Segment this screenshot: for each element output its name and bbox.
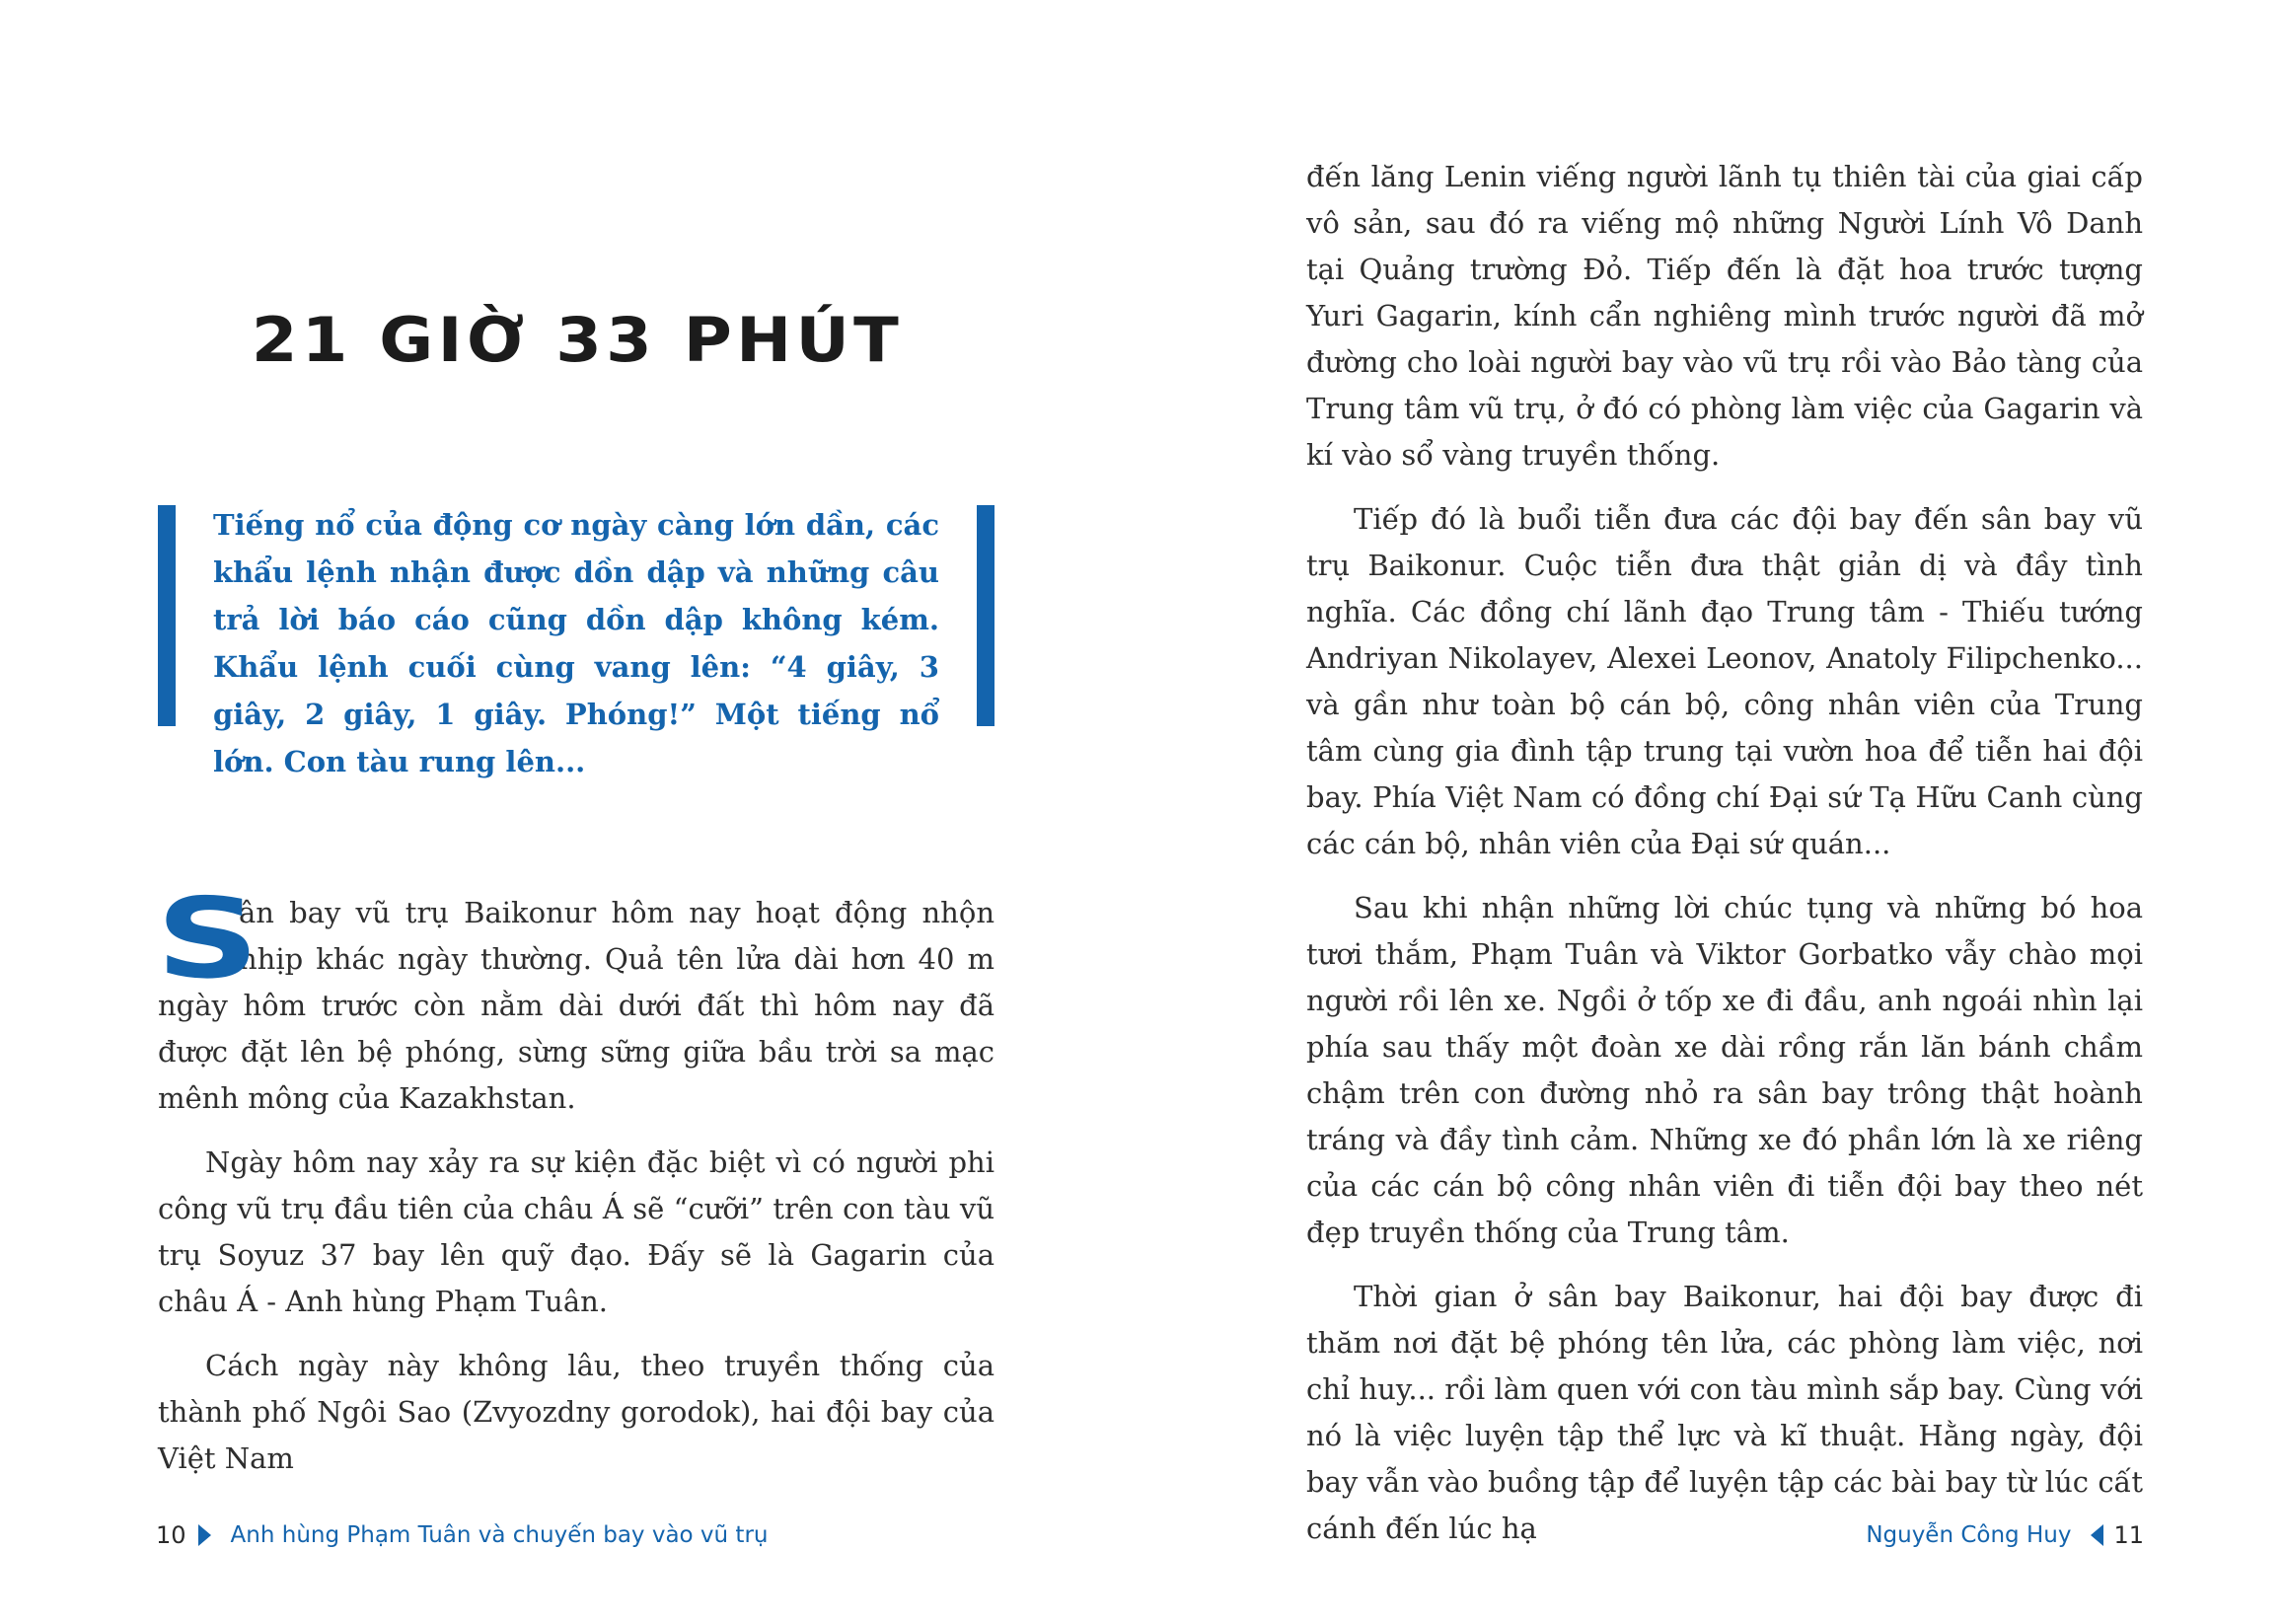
right-body-text bbox=[1306, 154, 2143, 1552]
drop-cap: S bbox=[156, 875, 259, 1003]
triangle-right-icon bbox=[198, 1524, 211, 1546]
pull-quote-text: Tiếng nổ của động cơ ngày càng lớn dần, các khẩu lệnh nhận được dồn dập và những câu trả lời báo cáo cũng dồn dập không kém. Khẩu lệnh cuối cùng vang lên: “4 giây, 3 giây, 2 giây, 1 giây. Phóng!” Một tiếng nổ lớn. Con tàu rung lên... bbox=[213, 508, 939, 778]
paragraph: Thời gian ở sân bay Baikonur, hai đội bay được đi thăm nơi đặt bệ phóng tên lửa, các phòng làm việc, nơi chỉ huy... rồi làm quen với con tàu mình sắp bay. Cùng với nó là việc luyện tập thể lực và kĩ thuật. Hằng ngày, đội bay vẫn vào buồng tập để luyện tập các bài bay từ lúc cất cánh đến lúc hạ bbox=[1306, 1280, 2143, 1545]
page-number: 11 bbox=[2113, 1521, 2144, 1549]
paragraph bbox=[156, 875, 995, 1122]
paragraph: Cách ngày này không lâu, theo truyền thống của thành phố Ngôi Sao (Zvyozdny gorodok), hai đội bay của Việt Nam bbox=[158, 1349, 995, 1475]
right-page bbox=[1142, 0, 2284, 1624]
paragraph: Ngày hôm nay xảy ra sự kiện đặc biệt vì có người phi công vũ trụ đầu tiên của châu Á sẽ “cưỡi” trên con tàu vũ trụ Soyuz 37 bay lên quỹ đạo. Đấy sẽ là Gagarin của châu Á - Anh hùng Phạm Tuân. bbox=[158, 1145, 995, 1318]
paragraph-text: ân bay vũ trụ Baikonur hôm nay hoạt động nhộn nhịp khác ngày thường. Quả tên lửa dài hơn 40 m ngày hôm trước còn nằm dài dưới đất thì hôm nay đã được đặt lên bệ phóng, sừng sững giữa bầu trời sa mạc mênh mông của Kazakhstan. bbox=[158, 896, 995, 1115]
chapter-title: 21 GIỜ 33 PHÚT bbox=[251, 304, 904, 376]
page-number: 10 bbox=[156, 1521, 186, 1549]
left-body-text bbox=[156, 875, 995, 1482]
running-book-title: Anh hùng Phạm Tuân và chuyến bay vào vũ trụ bbox=[230, 1522, 769, 1548]
pull-quote bbox=[158, 505, 995, 778]
paragraph: Tiếp đó là buổi tiễn đưa các đội bay đến sân bay vũ trụ Baikonur. Cuộc tiễn đưa thật giản dị và đầy tình nghĩa. Các đồng chí lãnh đạo Trung tâm - Thiếu tướng Andriyan Nikolayev, Alexei Leonov, Anatoly Filipchenko... và gần như toàn bộ cán bộ, công nhân viên của Trung tâm cùng gia đình tập trung tại vườn hoa để tiễn hai đội bay. Phía Việt Nam có đồng chí Đại sứ Tạ Hữu Canh cùng các cán bộ, nhân viên của Đại sứ quán... bbox=[1306, 502, 2143, 860]
triangle-left-icon bbox=[2091, 1524, 2103, 1546]
left-footer bbox=[156, 1521, 768, 1549]
paragraph: Sau khi nhận những lời chúc tụng và những bó hoa tươi thắm, Phạm Tuân và Viktor Gorbatko vẫy chào mọi người rồi lên xe. Ngồi ở tốp xe đi đầu, anh ngoái nhìn lại phía sau thấy một đoàn xe dài rồng rắn lăn bánh chầm chậm trên con đường nhỏ ra sân bay trông thật hoành tráng và đầy tình cảm. Những xe đó phần lớn là xe riêng của các cán bộ công nhân viên đi tiễn đội bay theo nét đẹp truyền thống của Trung tâm. bbox=[1306, 891, 2143, 1249]
paragraph: đến lăng Lenin viếng người lãnh tụ thiên tài của giai cấp vô sản, sau đó ra viếng mộ những Người Lính Vô Danh tại Quảng trường Đỏ. Tiếp đến là đặt hoa trước tượng Yuri Gagarin, kính cẩn nghiêng mình trước người đã mở đường cho loài người bay vào vũ trụ rồi vào Bảo tàng của Trung tâm vũ trụ, ở đó có phòng làm việc của Gagarin và kí vào sổ vàng truyền thống. bbox=[1306, 160, 2143, 472]
running-author: Nguyễn Công Huy bbox=[1866, 1522, 2072, 1548]
right-footer bbox=[1866, 1521, 2144, 1549]
